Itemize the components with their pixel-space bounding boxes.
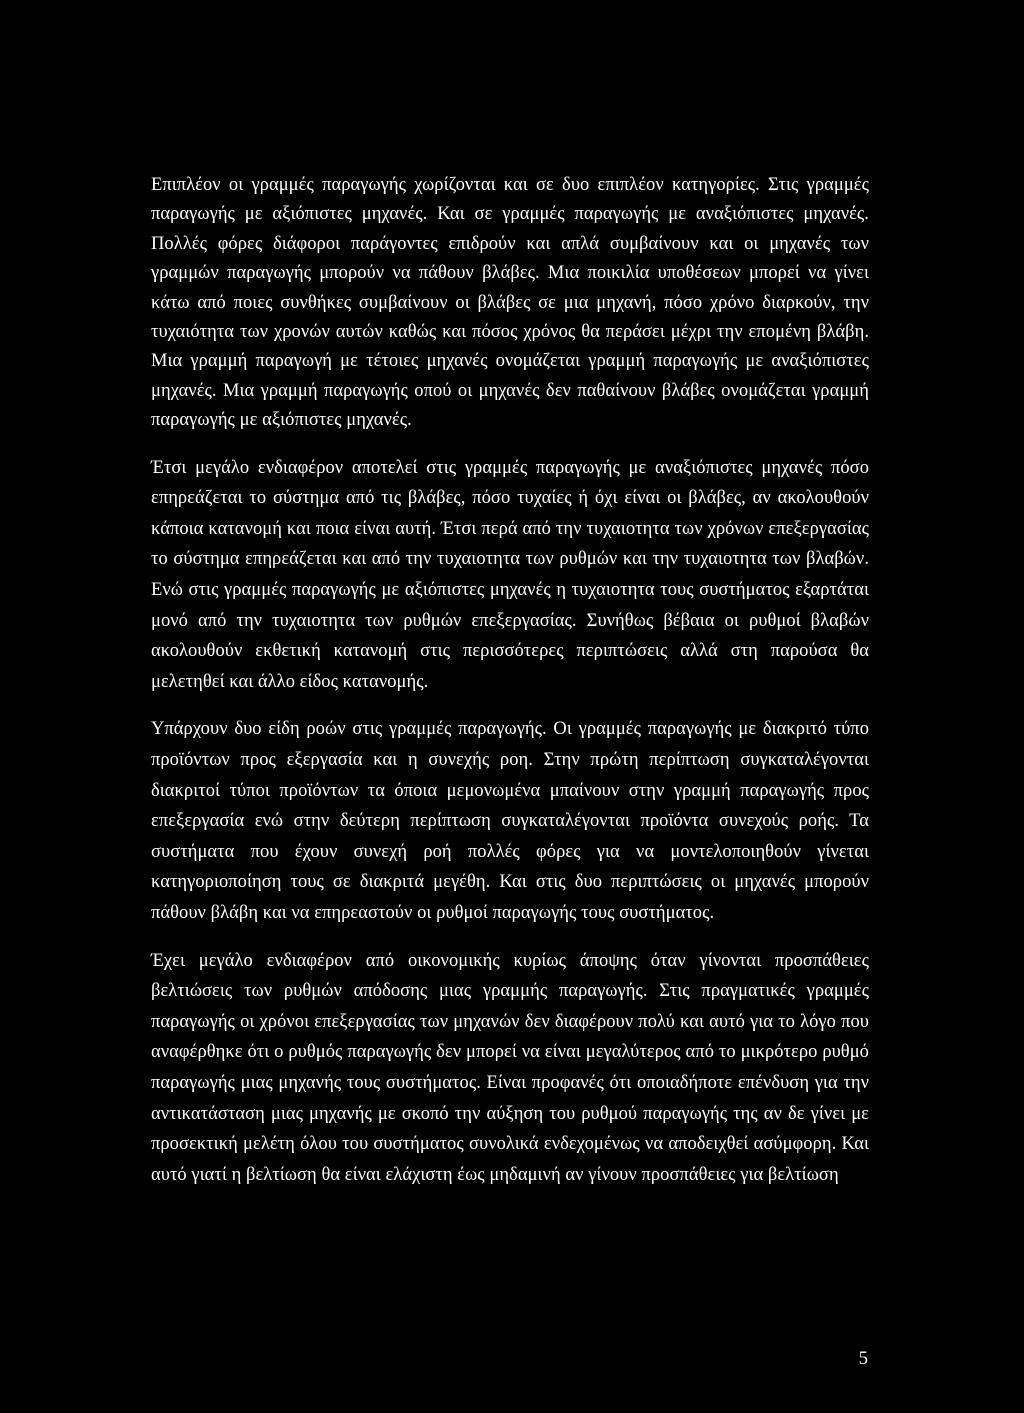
paragraph-machine-reliability: Επιπλέον οι γραμμές παραγωγής χωρίζονται και σε δυο επιπλέον κατηγορίες. Στις γραμμές παραγωγής με αξιόπιστες μηχανές. Και σε γραμμές παραγωγής με αναξιόπιστες μηχανές. Πολλές φόρες διάφοροι παράγοντες επιδρούν και απλά συμβαίνουν και οι μηχανές των γραμμών παραγωγής μπορούν να πάθουν βλάβες. Μια ποικιλία υποθέσεων μπορεί να γίνει κάτω από ποιες συνθήκες συμβαίνουν οι βλάβες σε μια μηχανή, πόσο χρόνο διαρκούν, την τυχαιότητα των χρονών αυτών καθώς και πόσος χρόνος θα περάσει μέχρι την επομένη βλάβη. Μια γραμμή παραγωγή με τέτοιες μηχανές ονομάζεται γραμμή παραγωγής με αναξιόπιστες μηχανές. Μια γραμμή παραγωγής οπού οι μηχανές δεν παθαίνουν βλάβες ονομάζεται γραμμή παραγωγής με αξιόπιστες μηχανές. (151, 175, 869, 431)
paragraph-flow-types: Υπάρχουν δυο είδη ροών στις γραμμές παραγωγής. Οι γραμμές παραγωγής με διακριτό τύπο προϊόντων προς εξεργασία και η συνεχής ροη. Στην πρώτη περίπτωση συγκαταλέγονται διακριτοί τύποι προϊόντων τα όποια μεμονωμένα μπαίνουν στην γραμμή παραγωγής προς επεξεργασία ενώ στην δεύτερη περίπτωση συγκαταλέγονται προϊόντα συνεχούς ροής. Τα συστήματα που έχουν συνεχή ροή πολλές φόρες για να μοντελοποιηθούν γίνεται κατηγοριοποίηση τους σε διακριτά μεγέθη. Και στις δυο περιπτώσεις οι μηχανές μπορούν πάθουν βλάβη και να επηρεαστούν οι ρυθμοί παραγωγής τους συστήματος. (151, 719, 869, 923)
paragraph-failure-randomness: Έτσι μεγάλο ενδιαφέρον αποτελεί στις γραμμές παραγωγής με αναξιόπιστες μηχανές πόσο επηρεάζεται το σύστημα από τις βλάβες, πόσο τυχαίες ή όχι είναι οι βλάβες, αν ακολουθούν κάποια κατανομή και ποια είναι αυτή. Έτσι περά από την τυχαιοτητα των χρόνων επεξεργασίας το σύστημα επηρεάζεται και από την τυχαιοτητα των ρυθμών και την τυχαιοτητα των βλαβών. Ενώ στις γραμμές παραγωγής με αξιόπιστες μηχανές η τυχαιοτητα τους συστήματος εξαρτάται μονό από την τυχαιοτητα των ρυθμών επεξεργασίας. Συνήθως βέβαια οι ρυθμοί βλαβών ακολουθούν εκθετική κατανομή στις περισσότερες περιπτώσεις αλλά στη παρούσα θα μελετηθεί και άλλο είδος κατανομής. (151, 457, 869, 692)
page-number: 5 (858, 1349, 868, 1369)
body-text (151, 171, 869, 1207)
paragraph-economic-interest: Έχει μεγάλο ενδιαφέρον από οικονομικής κυρίως άποψης όταν γίνονται προσπάθειες βελτιώσεις των ρυθμών απόδοσης μιας γραμμής παραγωγής. Στις πραγματικές γραμμές παραγωγής οι χρόνοι επεξεργασίας των μηχανών δεν διαφέρουν πολύ και αυτό για το λόγο που αναφέρθηκε ότι ο ρυθμός παραγωγής δεν μπορεί να είναι μεγαλύτερος από το μικρότερο ρυθμό παραγωγής μιας μηχανής τους συστήματος. Είναι προφανές ότι οποιαδήποτε επένδυση για την αντικατάσταση μιας μηχανής με σκοπό την αύξηση του ρυθμού παραγωγής της αν δε γίνει με προσεκτική μελέτη όλου του συστήματος συνολικά ενδεχομένως να αποδειχθεί ασύμφορη. Και αυτό γιατί η βελτίωση θα είναι ελάχιστη έως μηδαμινή αν γίνουν προσπάθειες για βελτίωση (151, 950, 869, 1185)
